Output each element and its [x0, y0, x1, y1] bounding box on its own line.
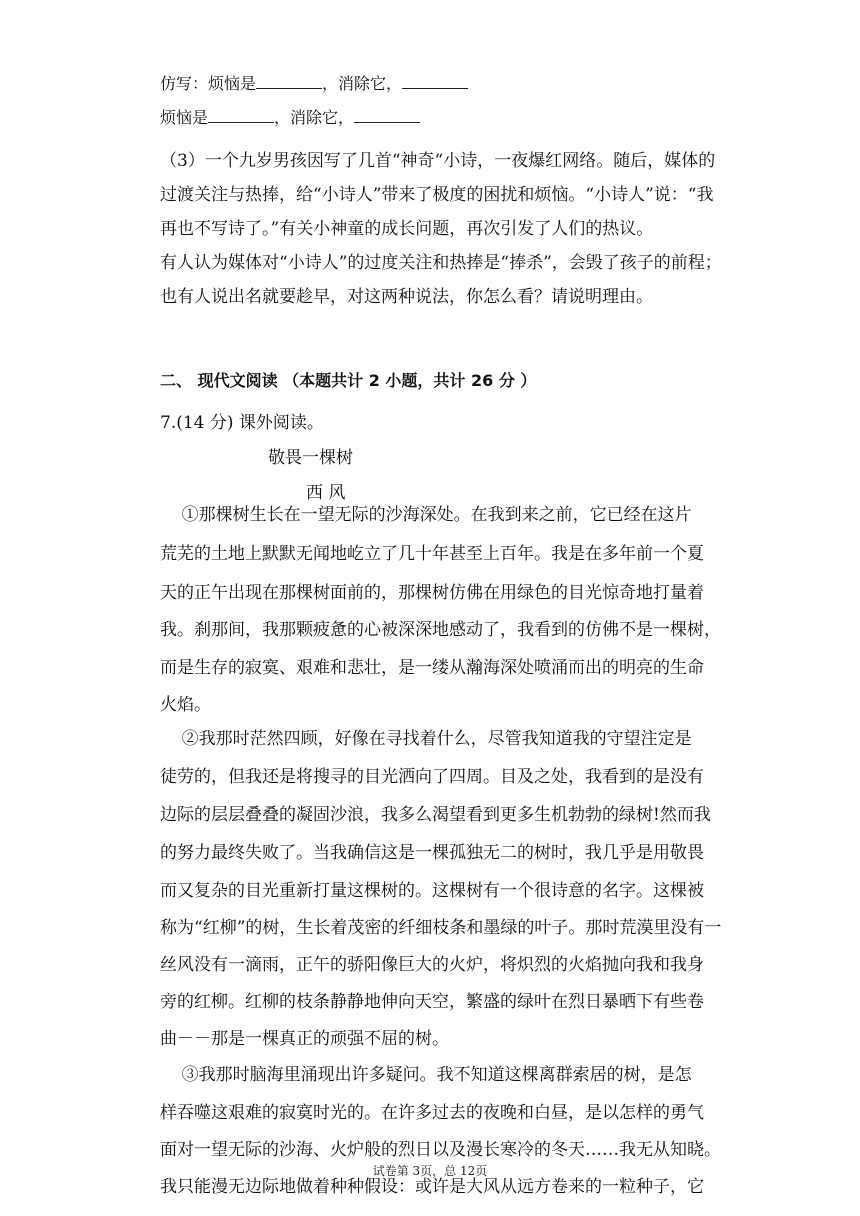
- passage-line: 而是生存的寂寞、艰难和悲壮，是一缕从瀚海深处喷涌而出的明亮的生命: [160, 658, 704, 678]
- passage-line: 样吞噬这艰难的寂寞时光的。在许多过去的夜晚和白昼，是以怎样的勇气: [160, 1103, 704, 1123]
- question-7-label: 7.(14 分) 课外阅读。: [160, 413, 324, 433]
- blank-2: [402, 74, 468, 89]
- imitation-text-1a: 仿写：烦恼是: [160, 74, 257, 93]
- imitation-text-2b: ，消除它，: [274, 108, 355, 127]
- blank-1: [256, 74, 322, 89]
- passage-title: 敬畏一棵树: [268, 448, 353, 468]
- passage-line: 我只能漫无边际地做着种种假设：或许是大风从远方卷来的一粒种子，它: [160, 1177, 704, 1197]
- passage-line: 火焰。: [160, 695, 211, 715]
- question-3-line-5: 也有人说出名就要趁早，对这两种说法，你怎么看？请说明理由。: [160, 287, 653, 307]
- passage-line: 丝风没有一滴雨，正午的骄阳像巨大的火炉，将炽烈的火焰抛向我和我身: [160, 955, 704, 975]
- passage-line: 荒芜的土地上默默无闻地屹立了几十年甚至上百年。我是在多年前一个夏: [160, 544, 704, 564]
- imitation-text-1b: ，消除它，: [322, 74, 403, 93]
- passage-line: 旁的红柳。红柳的枝条静静地伸向天空，繁盛的绿叶在烈日暴晒下有些卷: [160, 992, 704, 1012]
- passage-line: 面对一望无际的沙海、火炉般的烈日以及漫长寒冷的冬天……我无从知晓。: [160, 1140, 721, 1160]
- passage-line: ①那棵树生长在一望无际的沙海深处。在我到来之前，它已经在这片: [160, 505, 692, 525]
- passage-line: 我。刹那间，我那颗疲惫的心被深深地感动了，我看到的仿佛不是一棵树，: [160, 620, 721, 640]
- passage-line: 的努力最终失败了。当我确信这是一棵孤独无二的树时，我几乎是用敬畏: [160, 843, 704, 863]
- question-3-line-4: 有人认为媒体对“小诗人”的过度关注和热捧是“捧杀”，会毁了孩子的前程；: [160, 253, 722, 273]
- passage-line: ②我那时茫然四顾，好像在寻找着什么，尽管我知道我的守望注定是: [160, 729, 692, 749]
- imitation-line-1: [160, 72, 468, 96]
- passage-line: 而又复杂的目光重新打量这棵树的。这棵树有一个很诗意的名字。这棵被: [160, 881, 704, 901]
- passage-line: 曲－－那是一棵真正的顽强不屈的树。: [160, 1029, 449, 1049]
- passage-line: ③我那时脑海里涌现出许多疑问。我不知道这棵离群索居的树，是怎: [160, 1065, 692, 1085]
- passage-author: 西 风: [306, 483, 346, 503]
- blank-4: [354, 108, 420, 123]
- question-3-line-1: （3）一个九岁男孩因写了几首“神奇“小诗，一夜爆红网络。随后，媒体的: [160, 151, 716, 171]
- blank-3: [208, 108, 274, 123]
- passage-line: 徒劳的，但我还是将搜寻的目光洒向了四周。目及之处，我看到的是没有: [160, 767, 704, 787]
- page-footer: 试卷第 3页，总 12页: [372, 1164, 488, 1178]
- section-heading: 二、 现代文阅读 （本题共计 2 小题，共计 26 分 ）: [160, 371, 537, 390]
- passage-line: 边际的层层叠叠的凝固沙浪，我多么渴望看到更多生机勃勃的绿树!然而我: [160, 805, 711, 825]
- question-3-line-2: 过渡关注与热捧，给“小诗人”带来了极度的困扰和烦恼。“小诗人”说：“我: [160, 185, 714, 205]
- question-3-line-3: 再也不写诗了。”有关小神童的成长问题，再次引发了人们的热议。: [160, 219, 654, 239]
- imitation-line-2: [160, 106, 420, 130]
- imitation-text-2a: 烦恼是: [160, 108, 209, 127]
- passage-line: 称为“红柳”的树，生长着茂密的纤细枝条和墨绿的叶子。那时荒漠里没有一: [160, 918, 722, 938]
- passage-line: 天的正午出现在那棵树面前的，那棵树仿佛在用绿色的目光惊奇地打量着: [160, 583, 704, 603]
